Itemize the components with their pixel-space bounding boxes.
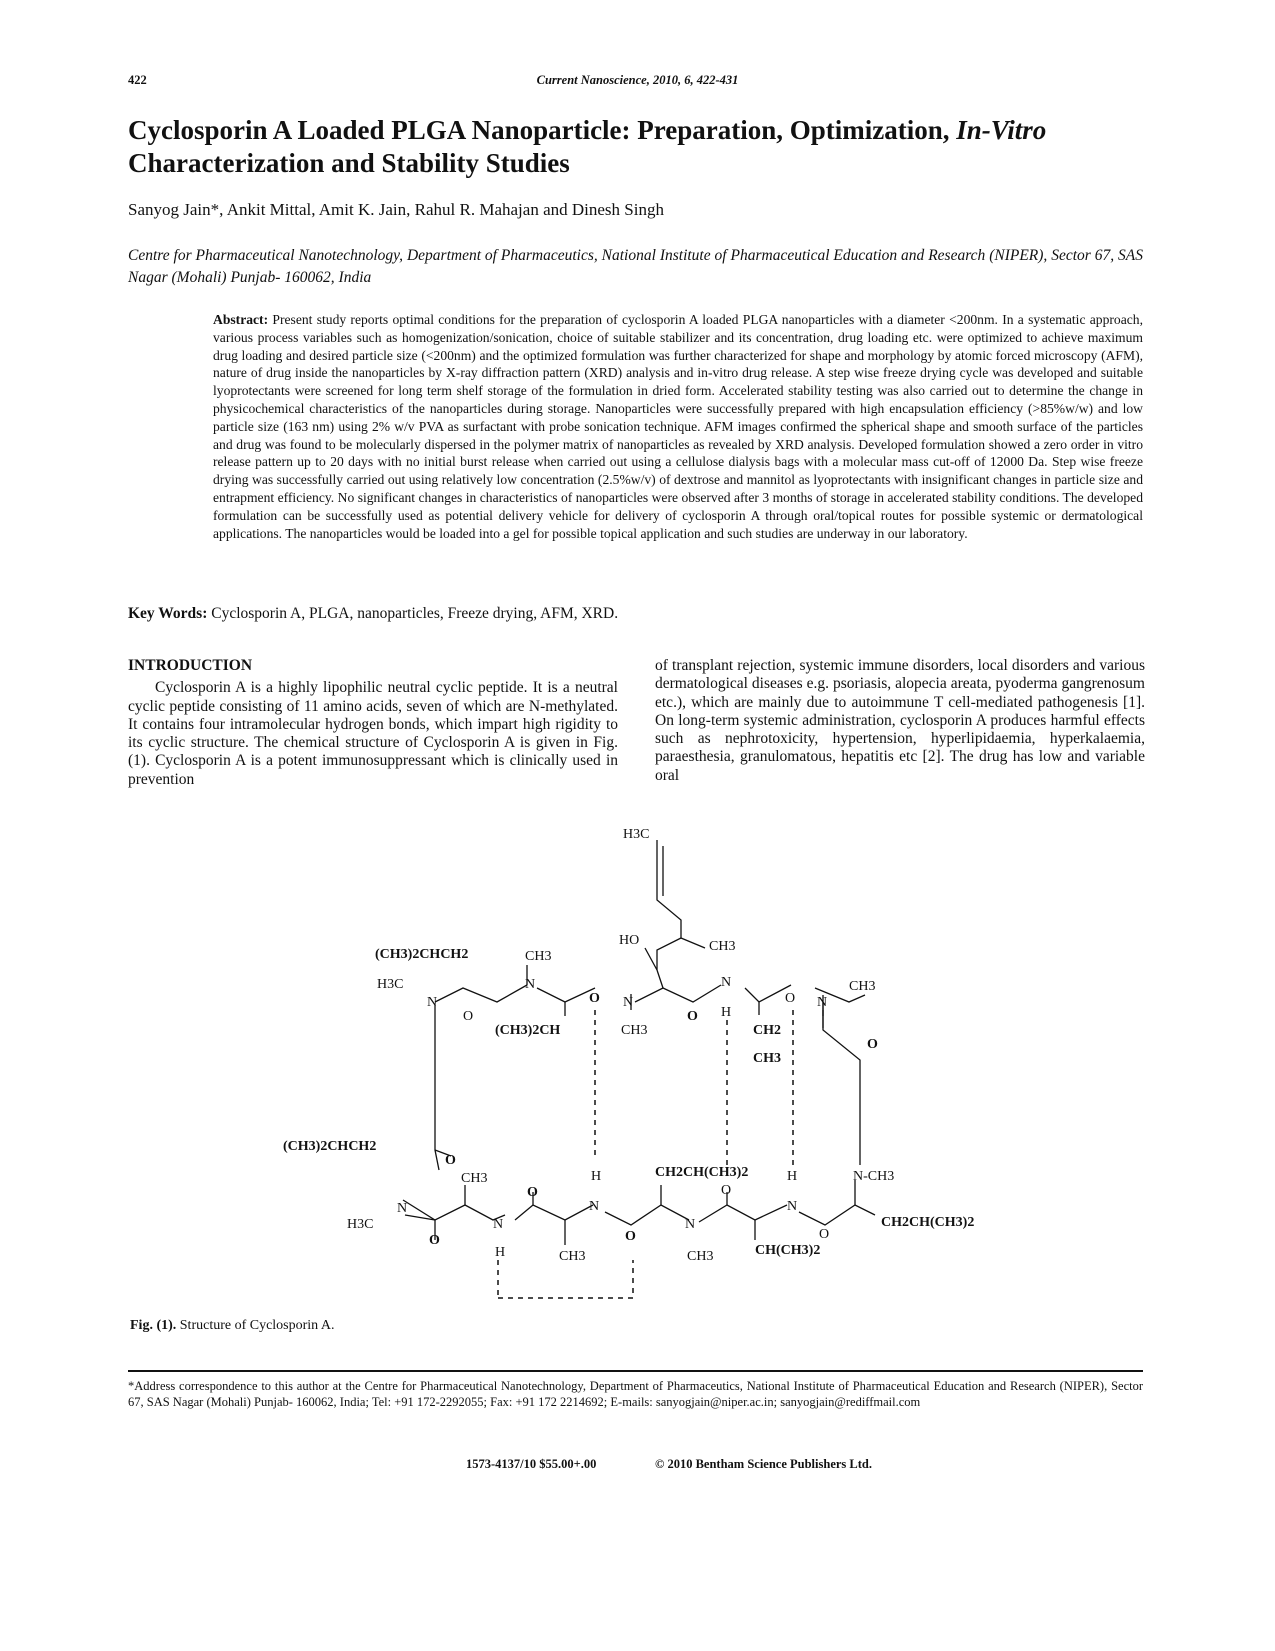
ch2-label: CH2 — [753, 1023, 781, 1038]
h3c-top-label: H3C — [623, 827, 650, 842]
authors: Sanyog Jain*, Ankit Mittal, Amit K. Jain, Rahul R. Mahajan and Dinesh Singh — [128, 200, 664, 219]
n2-label: N — [525, 977, 536, 992]
ch3-right-label: CH3 — [849, 979, 876, 994]
o2-label: O — [589, 991, 600, 1006]
n-bl-label: N — [397, 1201, 408, 1216]
article-title — [128, 114, 1143, 180]
ipr-top-label: (CH3)2CH — [495, 1023, 561, 1038]
h-top-label: H — [721, 1005, 732, 1020]
intro-left-text: Cyclosporin A is a highly lipophilic neutral cyclic peptide. It is a neutral cyclic peptide consisting of 11 amino acids, seven of which are N-methylated. It contains four intramolecular hydrogen bonds, which impart high rigidity to its cyclic structure. The chemical structure of Cyclosporin A is given in Fig. (1). Cyclosporin A is a potent immunosuppressant which is clinically used in prevention — [128, 679, 618, 788]
h-b1-label: H — [495, 1245, 506, 1260]
intro-left-column — [128, 657, 618, 789]
o3-label: O — [687, 1009, 698, 1024]
caption-label: Fig. (1). — [130, 1318, 177, 1333]
nh-b1-label: N — [493, 1217, 504, 1232]
n-b3-label: N — [685, 1217, 696, 1232]
correspondence-footnote: *Address correspondence to this author at the Centre for Pharmaceutical Nanotechnology, Department of Pharmaceutics, National Institute of Pharmaceutical Education and Research (NIPER), Sector 67, SAS Nagar (Mohali) Punjab- 160062, India; Tel: +91 172-2292055; Fax: +91 172 2214692; E-mails: sanyogjain@niper.ac.in; sanyogjain@rediffmail.com — [128, 1379, 1143, 1409]
journal-header: Current Nanoscience, 2010, 6, 422-431 — [536, 73, 739, 87]
nh-top-label: N — [721, 975, 732, 990]
h3c-n1-label: H3C — [377, 977, 404, 992]
ch3-side-label: CH3 — [709, 939, 736, 954]
hydrogen-bonds — [498, 1010, 793, 1300]
ch3-b3-label: CH3 — [687, 1249, 714, 1264]
ch3-n2-label: CH3 — [525, 949, 552, 964]
h3c-bl-label: H3C — [347, 1217, 374, 1232]
copyright: © 2010 Bentham Science Publishers Ltd. — [655, 1457, 872, 1471]
ch3-ala-label: CH3 — [461, 1171, 488, 1186]
figure-caption — [130, 1318, 335, 1334]
h-b2-label: H — [591, 1169, 602, 1184]
ch3ch-left-label: (CH3)2CHCH2 — [283, 1139, 377, 1154]
affiliation: Centre for Pharmaceutical Nanotechnology, Department of Pharmaceutics, National Institute of Pharmaceutical Education and Research (NIPER), Sector 67, SAS Nagar (Mohali) Punjab- 160062, India — [128, 247, 1143, 286]
n1-label: N — [427, 995, 438, 1010]
o-left-label: O — [445, 1153, 456, 1168]
intro-heading: INTRODUCTION — [128, 657, 253, 674]
title-main: Cyclosporin A Loaded PLGA Nanoparticle: Preparation, Optimization, — [128, 115, 950, 145]
title-second-line: Characterization and Stability Studies — [128, 148, 570, 178]
leu-b-label: CH2CH(CH3)2 — [655, 1165, 749, 1180]
intro-right-column — [655, 657, 1145, 785]
n3-label: N — [623, 995, 634, 1010]
ch3-n3-label: CH3 — [621, 1023, 648, 1038]
abstract-label: Abstract: — [213, 312, 269, 327]
leu-br-label: CH2CH(CH3)2 — [881, 1215, 975, 1230]
ho-label: HO — [619, 933, 640, 948]
abstract — [213, 311, 1143, 542]
keywords — [128, 605, 618, 623]
caption-text: Structure of Cyclosporin A. — [179, 1318, 335, 1333]
h-b4-label: H — [787, 1169, 798, 1184]
page-number: 422 — [128, 73, 147, 87]
o1-label: O — [463, 1009, 474, 1024]
cyclosporin-structure-figure — [275, 820, 1015, 1300]
o4-label: O — [785, 991, 796, 1006]
o-b3-label: O — [721, 1183, 732, 1198]
title-italic: In-Vitro — [956, 115, 1047, 145]
ch3-et-label: CH3 — [753, 1051, 781, 1066]
keywords-label: Key Words: — [128, 605, 208, 622]
o-right-label: O — [867, 1037, 878, 1052]
n-b4-label: N — [787, 1199, 798, 1214]
issn-price: 1573-4137/10 $55.00+.00 — [466, 1457, 597, 1471]
n-right-label: N — [817, 995, 828, 1010]
ch3-b1-label: CH3 — [559, 1249, 586, 1264]
abstract-text: Present study reports optimal conditions for the preparation of cyclosporin A loaded PLGA nanoparticles with a diameter <200nm. In a systematic approach, various process variables such as homogenization/sonication, choice of suitable stabilizer and its concentration, drug loading etc. were optimized to achieve maximum drug loading and desired particle size (<200nm) and the optimized formulation was further characterized for shape and morphology by atomic forced microscopy (AFM), nature of drug inside the nanoparticles by X-ray diffraction pattern (XRD) analysis and in-vitro drug release. A step wise freeze drying cycle was developed and suitable lyoprotectants were screened for long term shelf storage of the formulation in dried form. Accelerated stability testing was also carried out to determine the change in physicochemical characteristics of the nanoparticles during storage. Nanoparticles were successfully prepared with high encapsulation efficiency (>85%w/w) and low particle size (163 nm) using 2% w/v PVA as surfactant with probe sonication technique. AFM images confirmed the spherical shape and smooth surface of the particles and drug was found to be molecularly dispersed in the polymer matrix of nanoparticles as revealed by XRD analysis. Developed formulation showed a zero order in vitro release pattern up to 20 days with no initial burst release when carried out using a cellulose dialysis bags with a molecular mass cut-off of 12000 Da. Step wise freeze drying was successfully carried out using relatively low concentration (2.5%w/v) of dextrose and mannitol as lyoprotectants with insignificant changes in particle size and entrapment efficiency. No significant changes in characteristics of nanoparticles were observed after 3 months of storage in accelerated stability conditions. The developed formulation can be successfully used as potential delivery vehicle for delivery of cyclosporin A through oral/topical routes for possible systemic or dermatological applications. The nanoparticles would be loaded into a gel for possible topical application and such studies are underway in our laboratory. — [213, 312, 1143, 541]
o-b4-label: O — [819, 1227, 830, 1242]
o-b1-label: O — [527, 1185, 538, 1200]
intro-right-text: of transplant rejection, systemic immune disorders, local disorders and various dermatological diseases e.g. psoriasis, alopecia areata, pyoderma gangrenosum etc.), which are mainly due to autoimmune T cell-mediated pathogenesis [1]. On long-term systemic administration, cyclosporin A produces harmful effects such as nephrotoxicity, hypertension, hyperlipidaemia, hyperkalaemia, paraesthesia, granulomatous, hepatitis etc [2]. The drug has low and variable oral — [655, 657, 1145, 784]
n-b2-label: N — [589, 1199, 600, 1214]
ipr-b-label: CH(CH3)2 — [755, 1243, 821, 1258]
o-b2-label: O — [625, 1229, 636, 1244]
footnote-divider — [128, 1370, 1143, 1372]
keywords-text: Cyclosporin A, PLGA, nanoparticles, Freeze drying, AFM, XRD. — [211, 605, 619, 622]
o-bl-label: O — [429, 1233, 440, 1248]
nch3-label: N-CH3 — [853, 1169, 895, 1184]
ch3ch-top-label: (CH3)2CHCH2 — [375, 947, 469, 962]
